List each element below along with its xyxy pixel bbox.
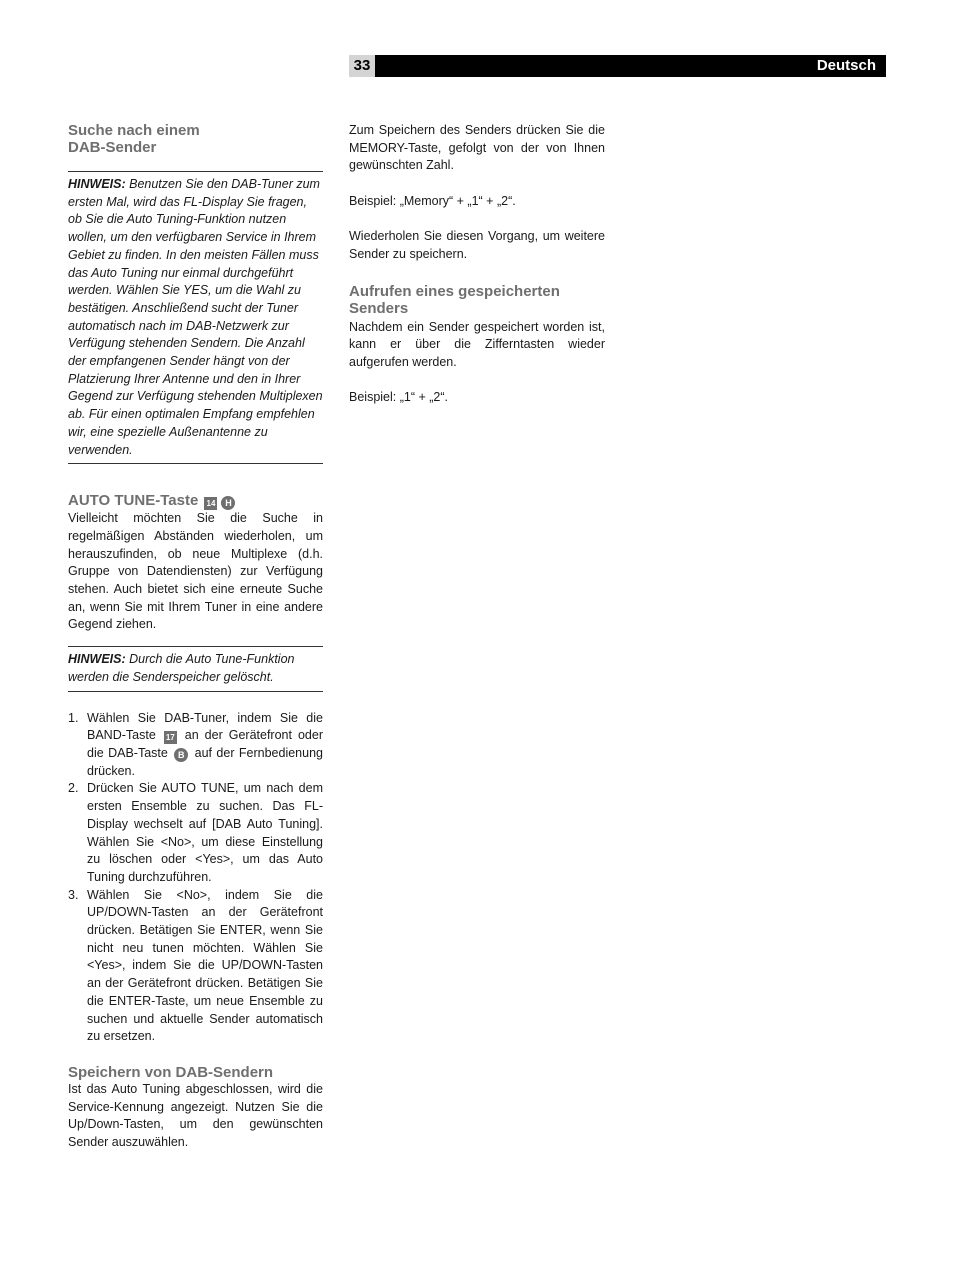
page-number: 33	[349, 55, 375, 77]
store-stations-text: Ist das Auto Tuning abgeschlossen, wird die Service-Kennung angezeigt. Nutzen Sie die Up/Down-Tasten, um den gewünschten Sender auszuwählen.	[68, 1081, 323, 1150]
note-label: HINWEIS:	[68, 652, 126, 667]
list-item: 1. Wählen Sie DAB-Tuner, indem Sie die BAND-Taste 17 an der Gerätefront oder die DAB-Taste B auf der Fernbedienung drücken.	[68, 710, 323, 778]
header-bar	[349, 55, 886, 77]
left-column	[68, 122, 323, 1152]
section-title-store-stations: Speichern von DAB-Sendern	[68, 1063, 274, 1081]
recall-text: Nachdem ein Sender gespeichert worden ist, kann er über die Zifferntasten wieder aufgerufen werden.	[349, 319, 605, 369]
section-title-recall-stations: Aufrufen eines gespeicherten Senders	[349, 282, 560, 317]
note-text: Benutzen Sie den DAB-Tuner zum ersten Mal, wird das FL-Display Sie fragen, ob Sie die Auto Tuning-Funktion nutzen wollen, um den verfügbaren Service in Ihrem Gebiet zu finden. In den meisten Fällen muss das Auto Tuning nur einmal durchgeführt werden. Wählen Sie YES, um die Wahl zu bestätigen. Anschließend sucht der Tuner automatisch nach im DAB-Netzwerk zur Verfügung stehenden Sendern. Die Anzahl der empfangenen Sender hängt von der Platzierung Ihrer Antenne und den in Ihrer Gegend zur Verfügung stehenden Multiplexen ab. Für einen optimalen Empfang empfehlen wir, eine spezielle Außenantenne zu verwenden.	[68, 177, 323, 457]
language-label: Deutsch	[816, 57, 876, 74]
note-box	[68, 171, 323, 464]
note-text: Durch die Auto Tune-Funktion werden die Senderspeicher gelöscht.	[68, 652, 295, 684]
section-title-auto-tune: AUTO TUNE-Taste 14 H	[68, 492, 323, 510]
note-box	[68, 646, 323, 691]
auto-tune-text: Vielleicht möchten Sie die Suche in regelmäßigen Abständen wiederholen, um herauszufinden, ob neue Multiplexe (d.h. Gruppe von Datendiensten) zur Verfügung stehen. Auch bietet sich eine erneute Suche an, wenn Sie mit Ihrem Tuner in eine andere Gegend ziehen.	[68, 511, 323, 632]
front-key-badge: 17	[164, 731, 177, 744]
recall-example: Beispiel: „1“ + „2“.	[349, 390, 448, 405]
memory-example: Beispiel: „Memory“ + „1“ + „2“.	[349, 193, 516, 208]
remote-key-badge: H	[221, 496, 235, 510]
list-item: 2. Drücken Sie AUTO TUNE, um nach dem ersten Ensemble zu suchen. Das FL-Display wechselt auf [DAB Auto Tuning]. Wählen Sie <No>, um diese Einstellung zu löschen oder <Yes>, um das Auto Tuning durchzuführen.	[68, 781, 323, 884]
memory-instructions: Zum Speichern des Senders drücken Sie die MEMORY-Taste, gefolgt von der von Ihnen gewünschten Zahl.	[349, 123, 605, 173]
section-title-dab-search: Suche nach einem DAB-Sender	[68, 122, 200, 156]
repeat-instructions: Wiederholen Sie diesen Vorgang, um weitere Sender zu speichern.	[349, 229, 605, 261]
right-column	[349, 122, 605, 407]
steps-list	[68, 710, 323, 1046]
list-item: 3. Wählen Sie <No>, indem Sie die UP/DOWN-Tasten an der Gerätefront drücken. Betätigen Sie ENTER, wenn Sie nicht neu tunen möchten. Wählen Sie <Yes>, indem Sie die UP/DOWN-Tasten an der Gerätefront drücken. Betätigen Sie die ENTER-Taste, um neue Ensemble zu suchen und aktuelle Sender automatisch zu ersetzen.	[68, 887, 323, 1044]
front-key-badge: 14	[204, 497, 217, 510]
remote-key-badge: B	[174, 748, 188, 762]
note-label: HINWEIS:	[68, 177, 126, 191]
